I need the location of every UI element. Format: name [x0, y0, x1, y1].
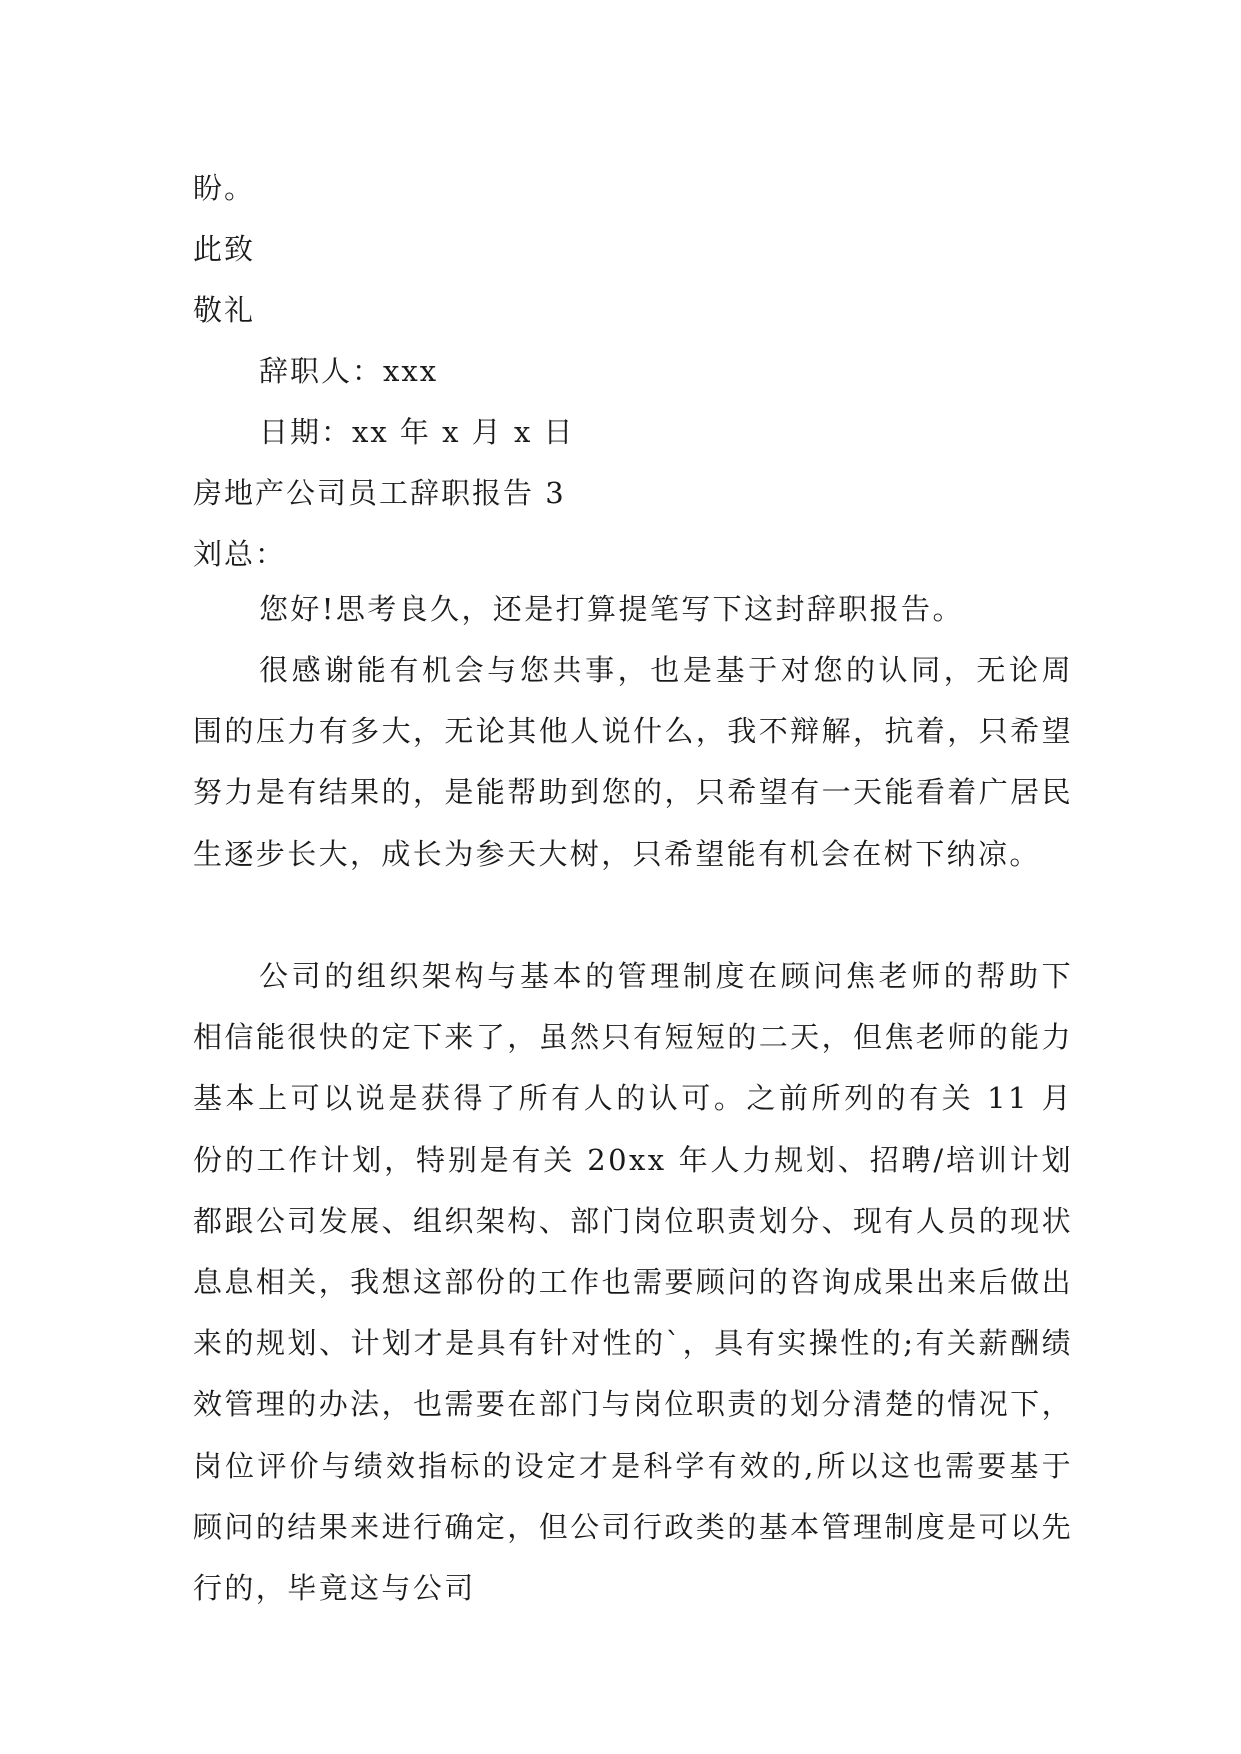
paragraph-3: 公司的组织架构与基本的管理制度在顾问焦老师的帮助下相信能很快的定下来了，虽然只有短短的二天，但焦老师的能力基本上可以说是获得了所有人的认可。之前所列的有关 11 月份的工作计划，特别是有关 20xx 年人力规划、招聘/培训计划都跟公司发展、组织架构、部门岗位职责划分、现有人员的现状息息相关，我想这部份的工作也需要顾问的咨询成果出来后做出来的规划、计划才是具有针对性的`，具有实操性的;有关薪酬绩效管理的办法，也需要在部门与岗位职责的划分清楚的情况下，岗位评价与绩效指标的设定才是科学有效的,所以这也需要基于顾问的结果来进行确定，但公司行政类的基本管理制度是可以先行的，毕竟这与公司 — [193, 959, 1073, 1606]
closing-line-cizhi: 此致 — [193, 232, 256, 266]
closing-line-jingli: 敬礼 — [193, 293, 256, 327]
date-line: 日期：xx 年 x 月 x 日 — [259, 415, 575, 449]
closing-line-pan: 盼。 — [193, 171, 256, 205]
salutation: 刘总： — [193, 537, 287, 571]
paragraph-2: 很感谢能有机会与您共事，也是基于对您的认同，无论周围的压力有多大，无论其他人说什么，我不辩解，抗着，只希望努力是有结果的，是能帮助到您的，只希望有一天能看着广居民生逐步长大，成长为参天大树，只希望能有机会在树下纳凉。 — [193, 653, 1073, 871]
signer-line: 辞职人：xxx — [259, 354, 439, 388]
paragraph-1: 您好!思考良久，还是打算提笔写下这封辞职报告。 — [259, 592, 964, 626]
section-title: 房地产公司员工辞职报告 3 — [193, 476, 566, 510]
